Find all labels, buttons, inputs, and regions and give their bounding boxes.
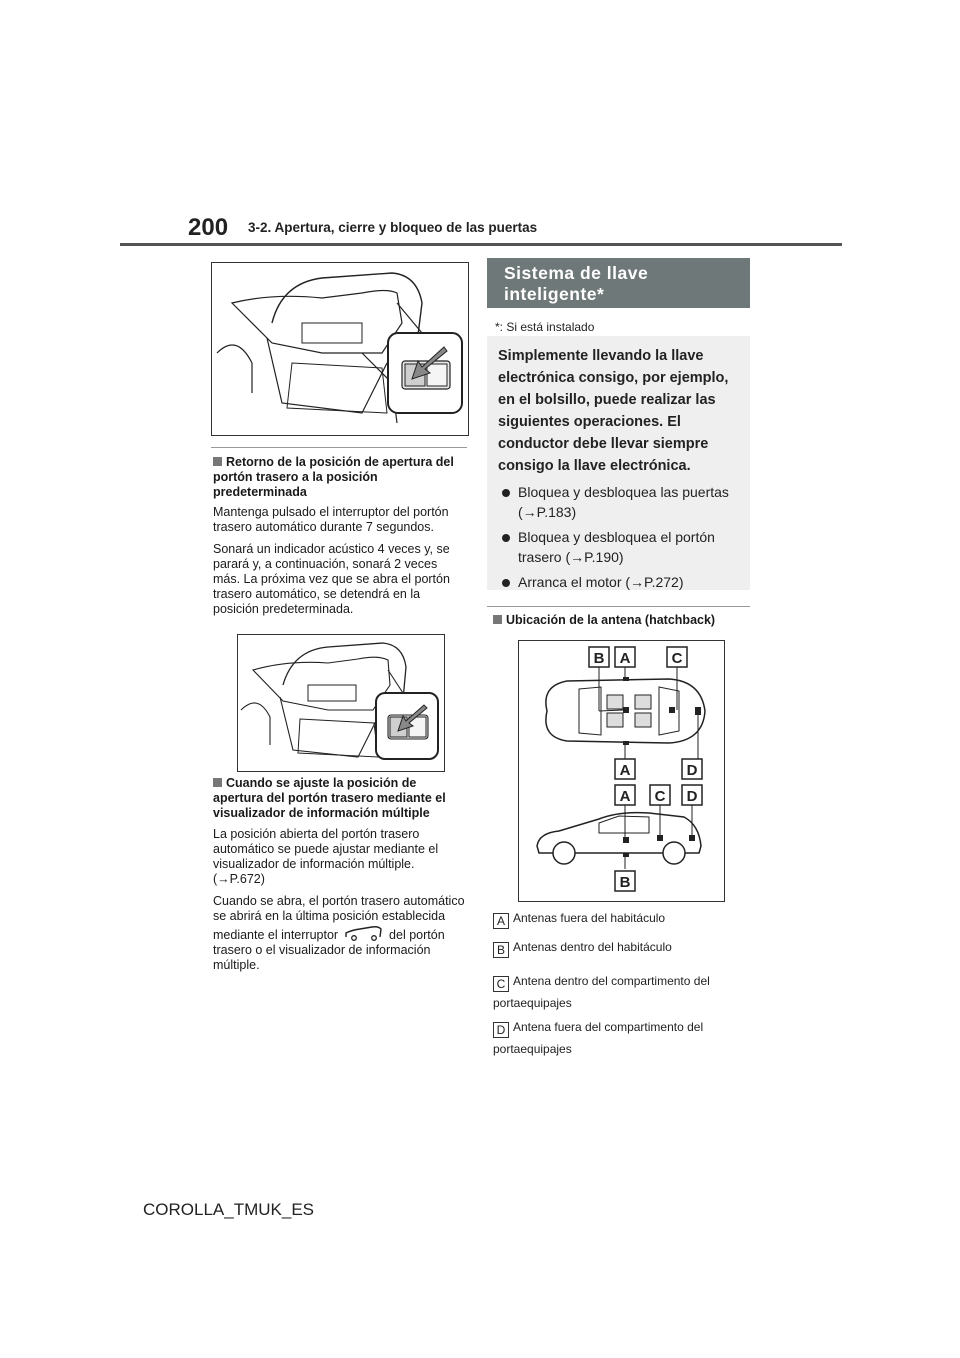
tailgate-switch-figure-1: [211, 262, 469, 436]
legend-item-d: [493, 1016, 750, 1060]
diagram-label-d-side: D: [686, 788, 698, 805]
legend-item-c: [493, 970, 750, 1014]
feature-list: [498, 482, 743, 597]
legend-text-a: Antenas fuera del habitáculo: [513, 911, 666, 925]
diagram-label-d-mid: D: [686, 762, 698, 779]
legend-text-c: Antena dentro del compartimento del portaequipajes: [493, 974, 710, 1010]
subsection-heading-return-position: Retorno de la posición de apertura del portón trasero a la posición predeterminada: [213, 455, 454, 499]
smart-key-banner: [487, 258, 750, 308]
divider: [487, 606, 750, 607]
car-top-view: [546, 677, 705, 745]
square-bullet-icon: [213, 778, 222, 787]
square-bullet-icon: [493, 615, 502, 624]
square-bullet-icon: [213, 457, 222, 466]
legend-text-d: Antena fuera del compartimento del portaequipajes: [493, 1020, 704, 1056]
antenna-location-diagram: [518, 640, 725, 902]
legend-key-d: D: [493, 1022, 509, 1038]
feature-item-doors: Bloquea y desbloquea las puertas (→P.183): [498, 482, 743, 522]
section2-paragraph-2: Cuando se abra, el portón trasero automático se abrirá en la última posición establecida mediante el interruptor del portón trasero o el visualizador de información múltiple.: [213, 894, 465, 972]
diagram-label-b-top: B: [593, 650, 605, 667]
divider: [211, 447, 467, 448]
page-number: 200: [188, 214, 229, 241]
section1-paragraph-2: Sonará un indicador acústico 4 veces y, se parará y, a continuación, sonará 2 veces más. La próxima vez que se abra el portón trasero automático, se detendrá en la posición predeterminada.: [213, 542, 450, 616]
legend-key-a: A: [493, 913, 509, 929]
feature-item-tailgate: Bloquea y desbloquea el portón trasero (→P.190): [498, 527, 743, 567]
section2-body: [213, 827, 467, 973]
legend-key-b: B: [493, 942, 509, 958]
section2-paragraph-1: La posición abierta del portón trasero automático se puede ajustar mediante el visualizador de información múltiple. (→P.672): [213, 827, 439, 886]
diagram-label-a-mid: A: [619, 762, 631, 779]
legend-item-a: [493, 911, 750, 929]
footnote: *: Si está instalado: [495, 320, 595, 334]
legend-item-b: [493, 940, 750, 958]
section-title: 3-2. Apertura, cierre y bloqueo de las puertas: [248, 220, 538, 235]
tailgate-switch-figure-2: [237, 634, 445, 772]
feature-item-engine: Arranca el motor (→P.272): [498, 572, 743, 592]
section1-body: [213, 505, 467, 624]
antenna-heading: Ubicación de la antena (hatchback): [493, 613, 750, 628]
summary-text: Simplemente llevando la llave electrónica consigo, por ejemplo, en el bolsillo, puede realizar las siguientes operaciones. El conductor debe llevar siempre consigo la llave electrónica.: [498, 348, 729, 474]
diagram-label-a-side: A: [619, 788, 631, 805]
diagram-label-c-top: C: [671, 650, 683, 667]
diagram-label-b-bottom: B: [619, 874, 631, 891]
legend-key-c: C: [493, 976, 509, 992]
diagram-label-a-top: A: [619, 650, 631, 667]
subsection-heading-mid-setting: Cuando se ajuste la posición de apertura del portón trasero mediante el visualizador de información múltiple: [213, 776, 446, 820]
smart-key-banner-title: Sistema de llave inteligente*: [504, 263, 649, 304]
header-rule: [120, 243, 842, 246]
legend-text-b: Antenas dentro del habitáculo: [513, 940, 672, 954]
tailgate-car-icon: [344, 924, 384, 942]
section1-paragraph-1: Mantenga pulsado el interruptor del portón trasero automático durante 7 segundos.: [213, 505, 449, 534]
document-code: COROLLA_TMUK_ES: [143, 1200, 314, 1219]
diagram-label-c-side: C: [654, 788, 666, 805]
car-side-view: [537, 813, 701, 864]
